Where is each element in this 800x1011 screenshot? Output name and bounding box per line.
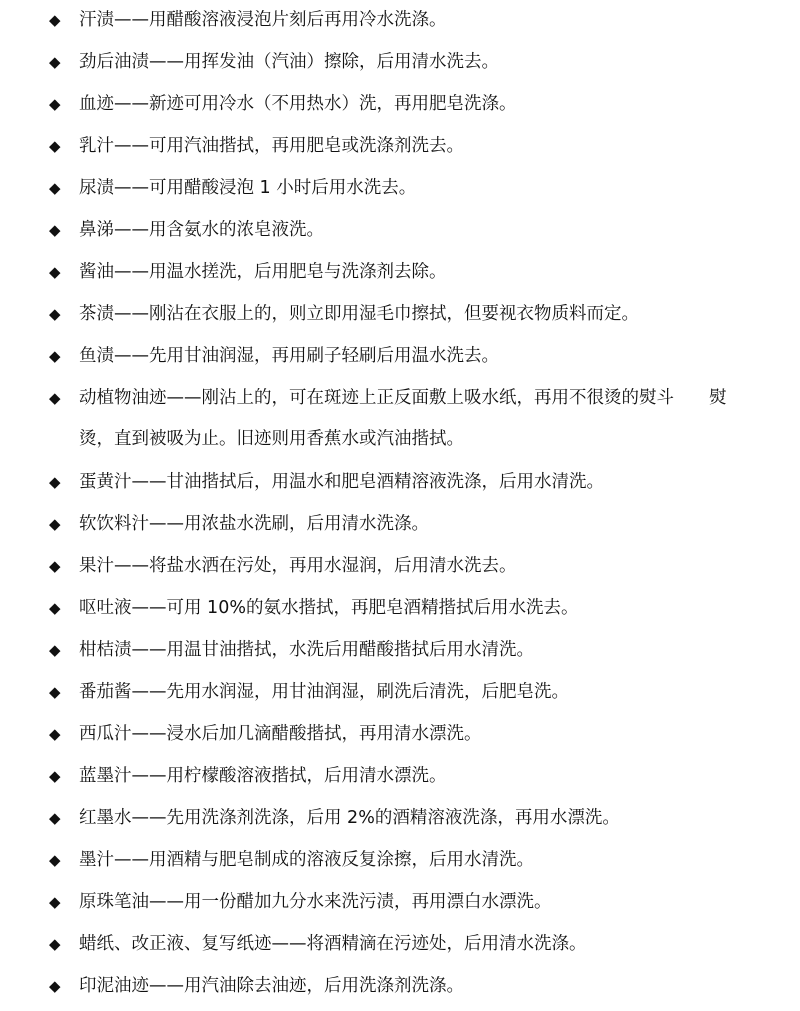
list-item-text: 软饮料汁——用浓盐水洗刷，后用清水洗涤。: [79, 514, 429, 534]
diamond-bullet-icon: ◆: [49, 599, 61, 617]
diamond-bullet-icon: ◆: [49, 557, 61, 575]
list-item-text: 蛋黄汁——甘油揩拭后，用温水和肥皂酒精溶液洗涤，后用水清洗。: [79, 472, 604, 492]
diamond-bullet-icon: ◆: [49, 53, 61, 71]
diamond-bullet-icon: ◆: [49, 725, 61, 743]
diamond-bullet-icon: ◆: [49, 977, 61, 995]
list-item-text: 茶渍——刚沾在衣服上的，则立即用湿毛巾擦拭，但要视衣物质料而定。: [79, 304, 639, 324]
diamond-bullet-icon: ◆: [49, 137, 61, 155]
list-item-text: 红墨水——先用洗涤剂洗涤，后用 2%的酒精溶液洗涤，再用水漂洗。: [79, 808, 620, 828]
diamond-bullet-icon: ◆: [49, 935, 61, 953]
list-item-text: 动植物油迹——刚沾上的，可在斑迹上正反面敷上吸水纸，再用不很烫的熨斗 熨烫，直到被吸为止。旧迹则用香蕉水或汽油揩拭。: [79, 388, 727, 449]
list-item-text: 西瓜汁——浸水后加几滴醋酸揩拭，再用清水漂洗。: [79, 724, 482, 744]
diamond-bullet-icon: ◆: [49, 893, 61, 911]
diamond-bullet-icon: ◆: [49, 95, 61, 113]
list-item-text: 乳汁——可用汽油揩拭，再用肥皂或洗涤剂洗去。: [79, 136, 464, 156]
diamond-bullet-icon: ◆: [49, 263, 61, 281]
list-item-text: 墨汁——用酒精与肥皂制成的溶液反复涂擦，后用水清洗。: [79, 850, 534, 870]
list-item-text: 柑桔渍——用温甘油揩拭，水洗后用醋酸揩拭后用水清洗。: [79, 640, 534, 660]
diamond-bullet-icon: ◆: [49, 11, 61, 29]
diamond-bullet-icon: ◆: [49, 389, 61, 407]
diamond-bullet-icon: ◆: [49, 179, 61, 197]
list-item-text: 鼻涕——用含氨水的浓皂液洗。: [79, 220, 324, 240]
list-item-text: 原珠笔油——用一份醋加九分水来洗污渍，再用漂白水漂洗。: [79, 892, 552, 912]
diamond-bullet-icon: ◆: [49, 851, 61, 869]
list-item-text: 鱼渍——先用甘油润湿，再用刷子轻刷后用温水洗去。: [79, 346, 499, 366]
list-item-text: 呕吐液——可用 10%的氨水揩拭，再肥皂酒精揩拭后用水洗去。: [79, 598, 579, 618]
diamond-bullet-icon: ◆: [49, 809, 61, 827]
list-item-text: 番茄酱——先用水润湿，用甘油润湿，刷洗后清洗，后肥皂洗。: [79, 682, 569, 702]
diamond-bullet-icon: ◆: [49, 347, 61, 365]
list-item-text: 尿渍——可用醋酸浸泡 1 小时后用水洗去。: [79, 178, 417, 198]
list-item-text: 蜡纸、改正液、复写纸迹——将酒精滴在污迹处，后用清水洗涤。: [79, 934, 587, 954]
list-item-text: 劲后油渍——用挥发油（汽油）擦除，后用清水洗去。: [79, 52, 499, 72]
diamond-bullet-icon: ◆: [49, 641, 61, 659]
diamond-bullet-icon: ◆: [49, 473, 61, 491]
list-item-text: 汗渍——用醋酸溶液浸泡片刻后再用冷水洗涤。: [79, 10, 447, 30]
diamond-bullet-icon: ◆: [49, 767, 61, 785]
list-item-text: 印泥油迹——用汽油除去油迹，后用洗涤剂洗涤。: [79, 976, 464, 996]
list-item-text: 果汁——将盐水洒在污处，再用水湿润，后用清水洗去。: [79, 556, 517, 576]
diamond-bullet-icon: ◆: [49, 221, 61, 239]
list-item-text: 血迹——新迹可用冷水（不用热水）洗，再用肥皂洗涤。: [79, 94, 517, 114]
diamond-bullet-icon: ◆: [49, 683, 61, 701]
list-item-text: 酱油——用温水搓洗，后用肥皂与洗涤剂去除。: [79, 262, 447, 282]
list-item-text: 蓝墨汁——用柠檬酸溶液揩拭，后用清水漂洗。: [79, 766, 447, 786]
diamond-bullet-icon: ◆: [49, 305, 61, 323]
diamond-bullet-icon: ◆: [49, 515, 61, 533]
